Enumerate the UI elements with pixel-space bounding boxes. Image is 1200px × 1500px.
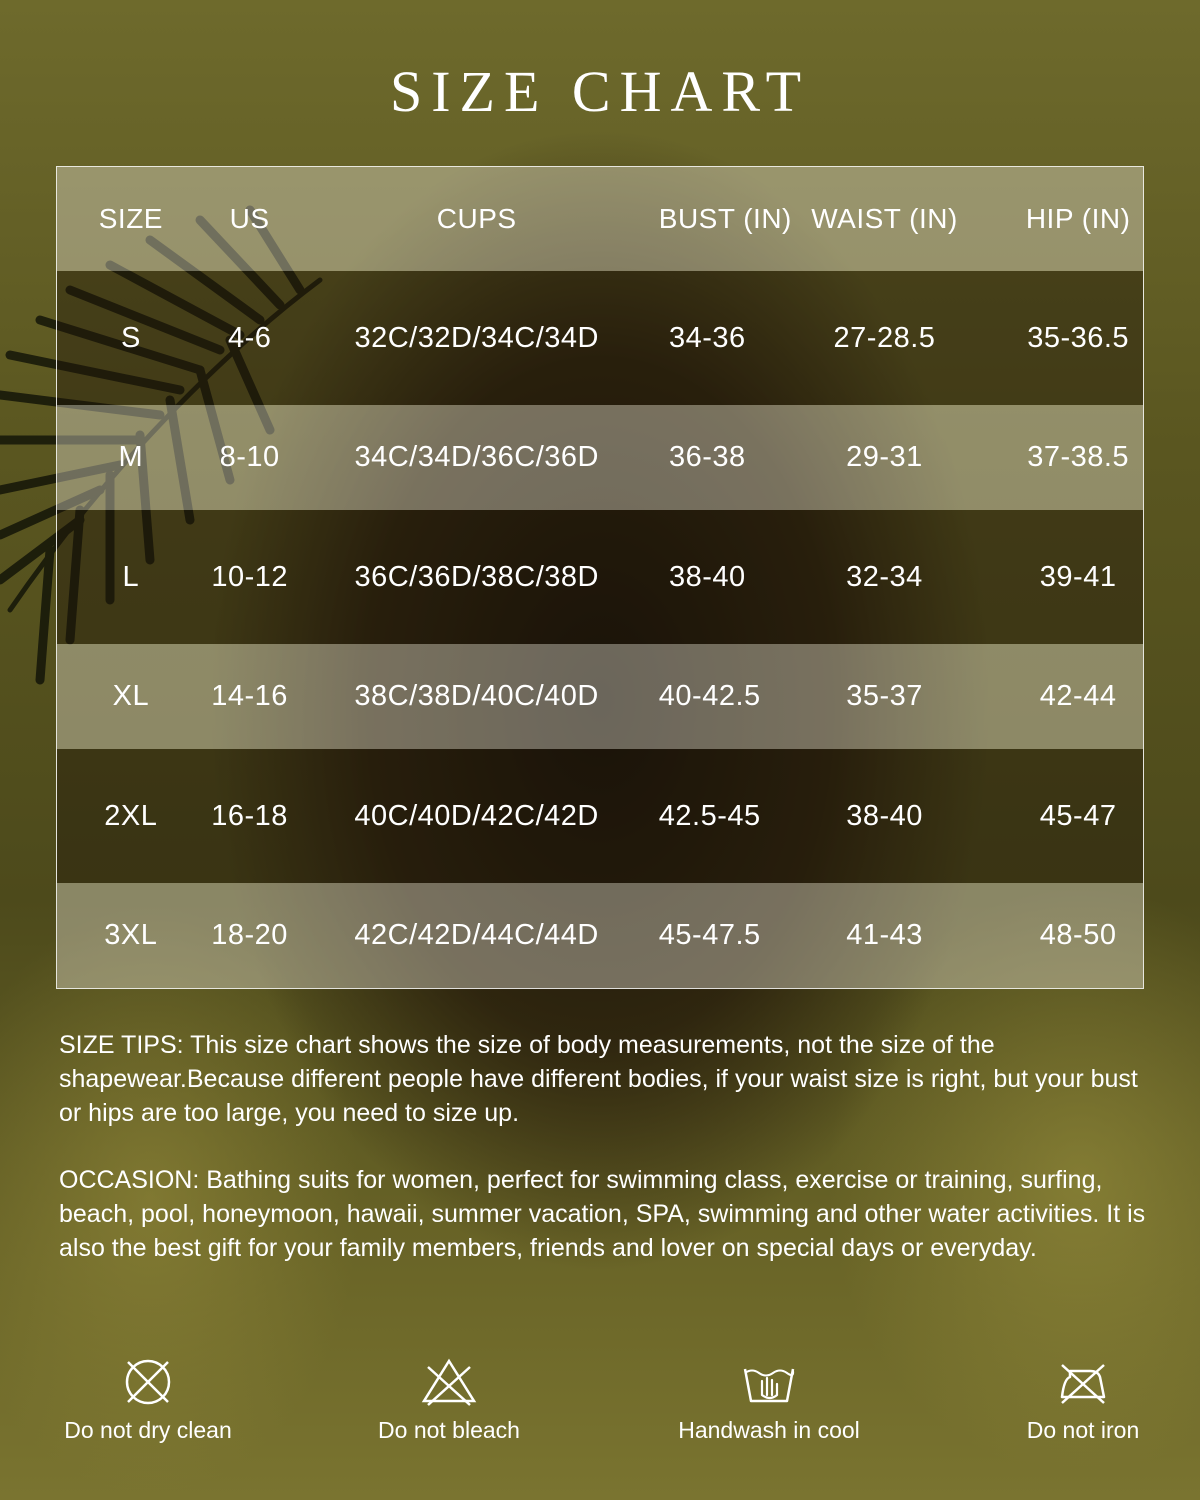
cell-size: M bbox=[118, 441, 144, 473]
cell-size: 3XL bbox=[104, 919, 158, 951]
table-row bbox=[57, 883, 1143, 988]
cell-bust: 36-38 bbox=[668, 441, 746, 473]
no-bleach-icon bbox=[420, 1355, 478, 1409]
table-row bbox=[57, 749, 1143, 883]
cell-size: 2XL bbox=[104, 799, 158, 832]
header-us: US bbox=[229, 203, 270, 234]
cell-us: 10-12 bbox=[211, 560, 288, 593]
care-item-no-dry-clean bbox=[48, 1355, 248, 1444]
care-item-no-iron bbox=[1010, 1355, 1156, 1444]
cell-bust: 40-42.5 bbox=[658, 680, 761, 712]
table-row bbox=[57, 510, 1143, 644]
cell-bust: 34-36 bbox=[668, 321, 746, 354]
header-bust: BUST (IN) bbox=[658, 203, 792, 234]
cell-hip: 48-50 bbox=[1039, 919, 1117, 951]
cell-hip: 45-47 bbox=[1039, 799, 1117, 832]
cell-bust: 38-40 bbox=[668, 560, 746, 593]
care-item-no-bleach bbox=[354, 1355, 544, 1444]
cell-bust: 45-47.5 bbox=[658, 919, 761, 951]
cell-cups: 38C/38D/40C/40D bbox=[354, 680, 599, 712]
size-tips-text: SIZE TIPS: This size chart shows the size of body measurements, not the size of the shapewear.Because different people have different bodies, if your waist size is right, but your bust or hips are too large, you need to size up. bbox=[59, 1031, 1138, 1127]
cell-hip: 37-38.5 bbox=[1027, 441, 1130, 473]
care-instructions bbox=[0, 1355, 1200, 1475]
size-chart-table bbox=[56, 166, 1144, 989]
cell-cups: 40C/40D/42C/42D bbox=[354, 799, 599, 832]
handwash-icon bbox=[740, 1355, 798, 1409]
cell-waist: 35-37 bbox=[846, 680, 923, 712]
care-label: Do not iron bbox=[1026, 1417, 1140, 1443]
page-title: SIZE CHART bbox=[389, 59, 811, 124]
cell-size: L bbox=[122, 560, 140, 593]
cell-waist: 29-31 bbox=[846, 441, 923, 473]
cell-waist: 27-28.5 bbox=[833, 321, 936, 354]
cell-cups: 42C/42D/44C/44D bbox=[354, 919, 599, 951]
tips-section bbox=[59, 1028, 1154, 1298]
table-row bbox=[57, 405, 1143, 510]
cell-size: XL bbox=[112, 680, 150, 712]
cell-hip: 35-36.5 bbox=[1027, 321, 1130, 354]
table-row bbox=[57, 271, 1143, 405]
care-item-handwash bbox=[664, 1355, 874, 1444]
cell-cups: 34C/34D/36C/36D bbox=[354, 441, 599, 473]
cell-us: 8-10 bbox=[219, 441, 280, 473]
care-label: Do not dry clean bbox=[64, 1417, 232, 1443]
no-dry-clean-icon bbox=[121, 1355, 175, 1409]
cell-waist: 38-40 bbox=[846, 799, 923, 832]
cell-us: 16-18 bbox=[211, 799, 288, 832]
occasion-text: OCCASION: Bathing suits for women, perfect for swimming class, exercise or training, surfing, beach, pool, honeymoon, hawaii, summer vacation, SPA, swimming and other water activities. It is also the best gift for your family members, friends and lover on special days or everyday. bbox=[59, 1166, 1146, 1262]
care-label: Do not bleach bbox=[378, 1417, 520, 1443]
cell-size: S bbox=[120, 321, 141, 354]
cell-us: 18-20 bbox=[211, 919, 288, 951]
header-cups: CUPS bbox=[436, 203, 517, 234]
header-hip: HIP (IN) bbox=[1025, 203, 1131, 234]
cell-bust: 42.5-45 bbox=[658, 799, 761, 832]
header-waist: WAIST (IN) bbox=[811, 203, 958, 234]
cell-hip: 42-44 bbox=[1039, 680, 1117, 712]
cell-waist: 41-43 bbox=[846, 919, 923, 951]
cell-hip: 39-41 bbox=[1039, 560, 1117, 593]
cell-us: 4-6 bbox=[227, 321, 272, 354]
table-header-row bbox=[57, 167, 1143, 271]
cell-waist: 32-34 bbox=[846, 560, 923, 593]
header-size: SIZE bbox=[98, 203, 163, 234]
table-row bbox=[57, 644, 1143, 749]
cell-us: 14-16 bbox=[211, 680, 288, 712]
no-iron-icon bbox=[1054, 1355, 1112, 1409]
care-label: Handwash in cool bbox=[678, 1417, 860, 1443]
cell-cups: 36C/36D/38C/38D bbox=[354, 560, 599, 593]
cell-cups: 32C/32D/34C/34D bbox=[354, 321, 599, 354]
